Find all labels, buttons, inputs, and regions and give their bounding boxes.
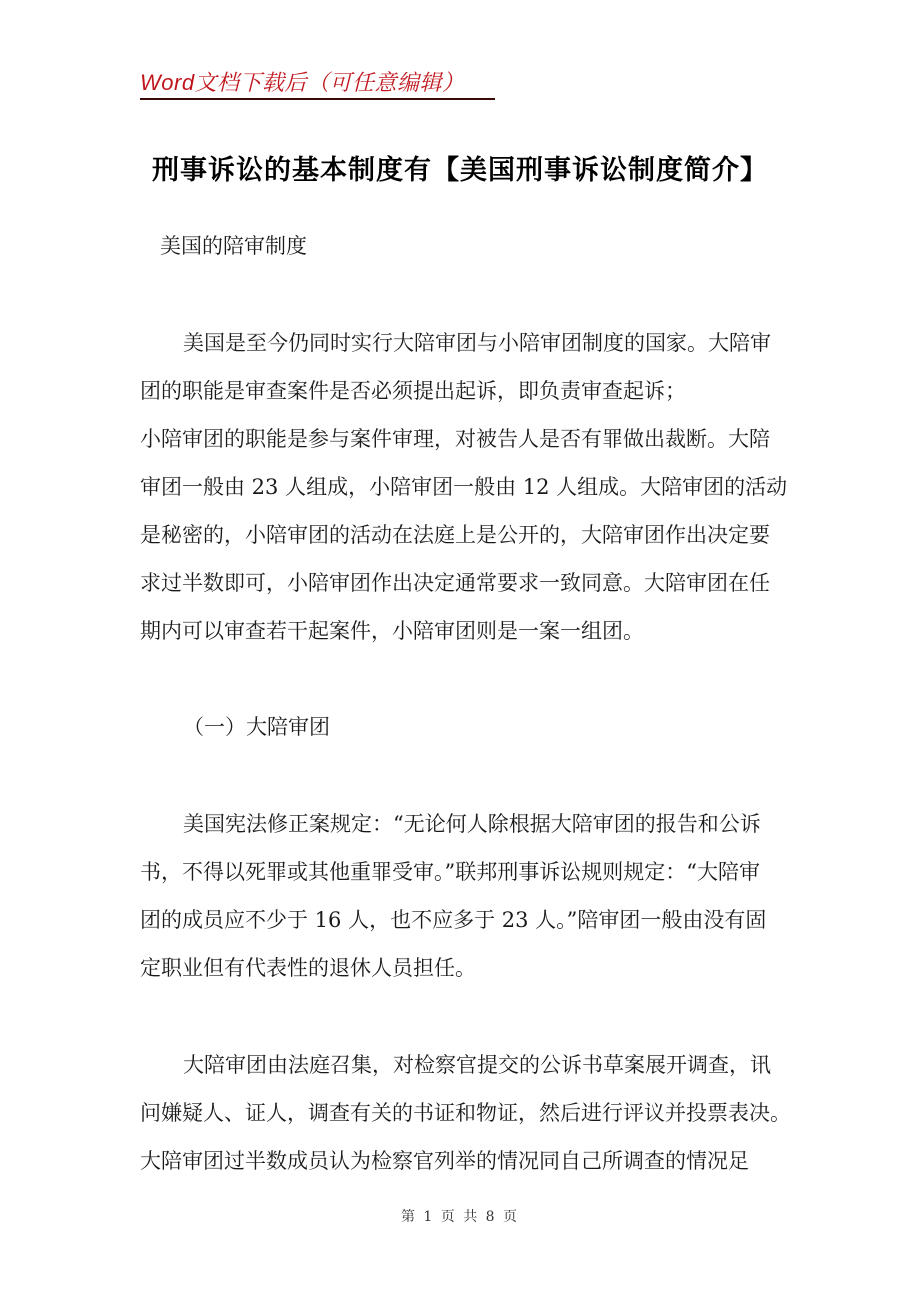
paragraph-line: 书，不得以死罪或其他重罪受审。”联邦刑事诉讼规则规定：“大陪审: [140, 860, 760, 884]
section-heading-jury-system: 美国的陪审制度: [160, 234, 307, 258]
page-indicator: 第 1 页 共 8 页: [400, 1209, 520, 1225]
document-title: 刑事诉讼的基本制度有【美国刑事诉讼制度简介】: [152, 155, 768, 186]
paragraph-line: 团的成员应不少于 16 人，也不应多于 23 人。”陪审团一般由没有固: [140, 908, 767, 932]
paragraph-line: 问嫌疑人、证人，调查有关的书证和物证，然后进行评议并投票表决。: [140, 1101, 791, 1125]
paragraph-line: 小陪审团的职能是参与案件审理，对被告人是否有罪做出裁断。大陪: [140, 427, 770, 451]
paragraph-line: 团的职能是审查案件是否必须提出起诉，即负责审查起诉；: [140, 379, 686, 403]
paragraph-line: 美国宪法修正案规定：“无论何人除根据大陪审团的报告和公诉: [183, 812, 761, 836]
paragraph-line: 是秘密的，小陪审团的活动在法庭上是公开的，大陪审团作出决定要: [140, 523, 770, 547]
paragraph-line: 大陪审团过半数成员认为检察官列举的情况同自己所调查的情况足: [140, 1149, 749, 1173]
download-banner-text: Word文档下载后（可任意编辑）: [140, 70, 465, 95]
download-banner: [140, 64, 495, 100]
paragraph-line: 期内可以审查若干起案件，小陪审团则是一案一组团。: [140, 619, 644, 643]
paragraph-line: 求过半数即可，小陪审团作出决定通常要求一致同意。大陪审团在任: [140, 571, 770, 595]
paragraph-line: 美国是至今仍同时实行大陪审团与小陪审团制度的国家。大陪审: [183, 331, 771, 355]
section-heading-grand-jury: （一）大陪审团: [183, 715, 330, 739]
paragraph-line: 大陪审团由法庭召集，对检察官提交的公诉书草案展开调查，讯: [183, 1053, 771, 1077]
paragraph-line: 审团一般由 23 人组成，小陪审团一般由 12 人组成。大陪审团的活动: [140, 475, 788, 499]
paragraph-line: 定职业但有代表性的退休人员担任。: [140, 956, 476, 980]
